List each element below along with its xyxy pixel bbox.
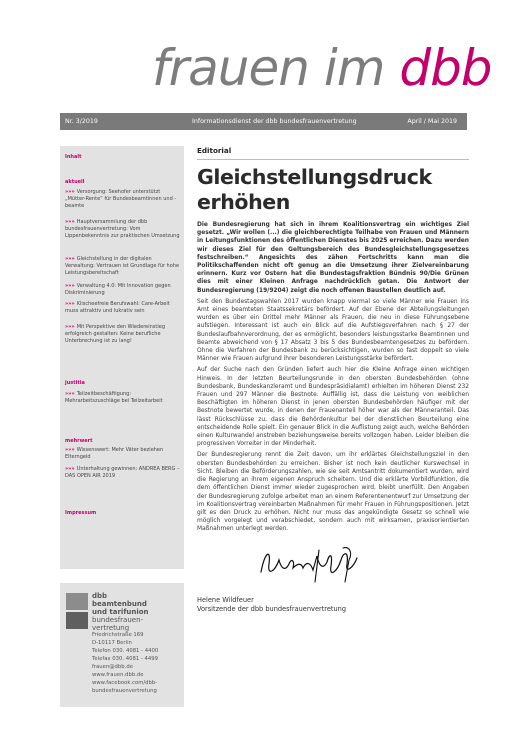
arrow-icon: »»» [65,283,75,289]
phone: Telefon 030. 4081 - 4400 [92,648,159,654]
article-paragraph: Seit den Bundestagswahlen 2017 wurden knapp viermal so viele Männer wie Frauen ins Amt eines beamteten Staatssekretärs befördert. Auf der Ebene der Abteilungsleitungen wurden es über ein Drittel mehr Männer als Frauen, die neu in diese Führungsebene aufstiegen. Interessant ist auch ein Blick auf die Aufstiegsverfahren nach § 27 der Bundeslaufbahnverordnung, der es ermöglicht, besonders leistungsstarke Beamtinnen und Beamte abweichend von § 17 Absatz 3 bis 5 des Bundesbeamtengesetzes zu befördern. Ohne die Verfahren der Bundesbank zu berücksichtigen, wurden so fast doppelt so viele Männer wie Frauen aufgrund ihrer besonderen Leistungsstärke befördert. [197,298,469,363]
city: D-10117 Berlin [92,640,132,646]
logo-word-frauen-im: frauen im [152,39,400,97]
toc-item[interactable]: »»» Gleichstellung in der digitalen Verwaltung: Vertrauen ist Grundlage für hohe Leistungsbereitschaft [65,256,180,276]
logo-word-dbb: dbb [399,39,492,97]
arrow-icon: »»» [65,256,75,262]
masthead-subtitle: Informationsdienst der dbb bundesfrauenvertretung [192,118,357,125]
article-paragraph: Der Bundesregierung rennt die Zeit davon, um ihr erklärtes Gleichstellungsziel in den obersten Bundesbehörden zu erreichen. Bisher ist noch kein deutlicher Kurswechsel in Sicht. Bleiben die Beförderungszahlen, wie sie seit Amtsantritt dokumentiert wurden, wird die Regierung an ihrem eigenen Anspruch scheitern. Und die erklärte Vorbildfunktion, die dem öffentlichen Dienst immer wieder zugesprochen wird, bleibt unerfüllt. Den Angaben der Bundesregierung zufolge arbeitet man an einem Referentenentwurf zur Umsetzung der im Koalitionsvertrag vereinbarten Maßnahmen für mehr Frauen in Führungspositionen. Jetzt gilt es den Druck zu erhöhen. Nicht nur muss das angekündigte Gesetz so schnell wie möglich vorgelegt und verabschiedet, sondern auch mit wirksamen, praxisorientierten Maßnahmen unterlegt werden. [197,452,469,533]
arrow-icon: »»» [65,391,75,397]
arrow-icon: »»» [65,324,75,330]
publication-logo [152,38,492,98]
editorial-article [197,146,469,614]
facebook-link-cont[interactable]: bundesfrauenvertretung [92,688,157,694]
contact-address [92,631,158,695]
signer-title: Vorsitzende der dbb bundesfrauenvertretung [197,604,347,613]
signature-image [257,542,367,586]
article-headline: Gleichstellungsdruck erhöhen [197,165,432,214]
toc-section-aktuell: aktuell [65,179,85,185]
toc-section-mehrwert: mehrwert [65,438,93,444]
website-link[interactable]: www.frauen.dbb.de [92,672,144,678]
toc-item[interactable]: »»» Unterhaltung gewinnen: ANDREA BERG – DAS OPEN AIR 2019 [65,466,180,479]
toc-item[interactable]: »»» Versorgung: Seehofer unterstützt „Mütter-Rente“ für Bundesbeamtinnen und -beamte [65,189,177,209]
toc-heading-inhalt: Inhalt [65,154,82,160]
toc-item[interactable]: »»» Hauptversammlung der dbb bundesfrauenvertretung: Vom Lippenbekenntnis zur praktischen Umsetzung [65,219,180,239]
article-lead: Die Bundesregierung hat sich in ihrem Koalitionsvertrag ein wichtiges Ziel gesetzt. „Wir wollen (...) die gleichberechtigte Teilhabe von Frauen und Männern in Leitungsfunktionen des öffentlichen Dienstes bis 2025 erreichen. Dazu werden wir dieses Ziel für den Geltungsbereich des Bundesgleichstellungsgesetzes festschreiben.“ Angesichts des zähen Fortschritts kann man die Politikschaffenden nicht oft genug an die Umsetzung ihrer Zielvereinbarung erinnern. Kurz vor Ostern hat die Bundestagsfraktion Bündnis 90/Die Grünen dies mit einer Kleinen Anfrage nachdrücklich getan. Die Antwort der Bundesregierung (19/9204) zeigt die noch offenen Baustellen deutlich auf. [197,222,469,294]
facebook-link[interactable]: www.facebook.com/dbb- [92,680,158,686]
toc-section-justitia: justitia [65,380,85,386]
fax: Telefax 030. 4081 - 4499 [92,656,158,662]
toc-item[interactable]: »»» Mit Perspektive den Wiedereinstieg erfolgreich gestalten: Keine berufliche Unterbrechung ist zu lang! [65,324,165,344]
organisation-name: dbb beamtenbund und tarifunion bundesfrauen- vertretung [92,592,149,632]
arrow-icon: »»» [65,447,75,453]
arrow-icon: »»» [65,189,75,195]
contact-box [60,583,184,707]
toc-item[interactable]: »»» Klischeefreie Berufswahl: Care-Arbeit muss attraktiv und lukrativ sein [65,301,170,314]
toc-item[interactable]: »»» Verwaltung 4.0: Mit Innovation gegen Diskriminierung [65,283,171,296]
masthead-band [60,113,467,130]
email-link[interactable]: frauen@dbb.de [92,664,133,670]
article-kicker: Editorial [197,146,232,155]
arrow-icon: »»» [65,301,75,307]
issue-date: April / Mai 2019 [407,118,457,125]
signer-block [197,596,469,614]
toc-item[interactable]: »»» Teilzeitbeschäftigung: Mehrarbeitszuschläge bei Teilzeitarbeit [65,391,163,404]
street: Friedrichstraße 169 [92,632,144,638]
dbb-logo-icon [66,593,88,629]
divider [197,159,469,160]
signer-name: Helene Wildfeuer [197,595,254,604]
toc-heading-impressum[interactable]: Impressum [65,510,97,516]
article-paragraph: Auf der Suche nach den Gründen liefert auch hier die Kleine Anfrage einen wichtigen Hinweis. In der letzten Beurteilungsrunde in den obersten Bundesbehörden (ohne Bundesbank, Bundeskanzleramt und Bundespräsidialamt) erhielten im höheren Dienst 232 Frauen und 297 Männer die Bestnote. Auffällig ist, dass die Leistung von weiblichen Beschäftigten im höheren Dienst in jenen obersten Bundesbehörden häufiger mit der Bestnote bewertet wurde, in denen der Frauenanteil höher war als der Männeranteil. Das lässt Rückschlüsse zu, dass die Behördenkultur bei der dienstlichen Beurteilung eine entscheidende Rolle spielt. Ein genauer Blick in die Auflistung zeigt auch, welche Behörden einen Kulturwandel anstreben beziehungsweise bereits vollzogen haben. Leider bleiben die progressiven Vorreiter in der Minderheit. [197,367,469,448]
arrow-icon: »»» [65,219,75,225]
issue-number: Nr. 3/2019 [65,118,98,125]
arrow-icon: »»» [65,466,75,472]
table-of-contents [60,146,184,569]
toc-item[interactable]: »»» Wissenswert: Mehr Väter beziehen Elterngeld [65,447,164,460]
